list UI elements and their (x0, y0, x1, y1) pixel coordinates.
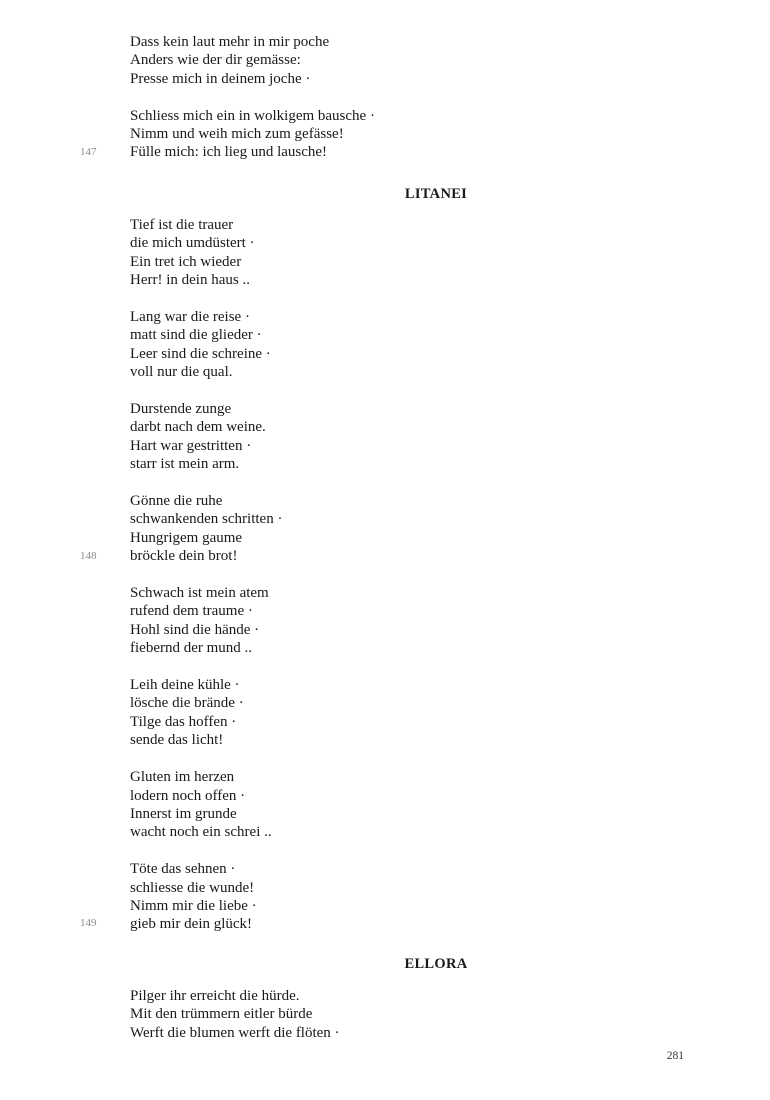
page-number: 281 (666, 1050, 684, 1062)
poem-title-ellora: ELLORA (404, 956, 468, 972)
verse-line: Nimm und weih mich zum gefässe! (130, 126, 344, 143)
verse-line: Töte das sehnen · (130, 861, 236, 878)
verse-line: Dass kein laut mehr in mir poche (130, 34, 330, 50)
verse-line: fiebernd der mund .. (130, 640, 253, 657)
verse-line: Mit den trümmern eitler bürde (130, 1006, 313, 1023)
verse-line: Ein tret ich wieder (130, 253, 242, 270)
verse-line: darbt nach dem weine. (130, 419, 266, 436)
verse-line: Tief ist die trauer (130, 217, 234, 233)
verse-line: Anders wie der dir gemässe: (130, 52, 301, 69)
verse-line: Gönne die ruhe (130, 493, 223, 510)
margin-number: 147 (80, 146, 97, 158)
verse-line: Tilge das hoffen · (130, 713, 237, 730)
poem-litanei (130, 216, 690, 934)
poem-title-litanei: LITANEI (404, 186, 468, 202)
verse-line: Hohl sind die hände · (130, 621, 260, 638)
verse-line: schwankenden schritten · (130, 511, 283, 528)
verse-line: Pilger ihr erreicht die hürde. (130, 988, 300, 1004)
verse-line: Lang war die reise · (130, 309, 250, 326)
verse-line: Werft die blumen werft die flöten · (130, 1024, 340, 1041)
margin-number: 149 (80, 917, 97, 929)
verse-line: Innerst im grunde (130, 805, 237, 822)
verse-line: Fülle mich: ich lieg und lausche! (130, 144, 328, 161)
verse-line: matt sind die glieder · (130, 327, 262, 344)
verse-line: voll nur die qual. (130, 364, 233, 381)
verse-line: rufend dem traume · (130, 603, 253, 620)
poem-ellora (130, 987, 690, 1042)
verse-line: schliesse die wunde! (130, 879, 255, 896)
margin-number: 148 (80, 550, 97, 562)
verse-line: die mich umdüstert · (130, 235, 255, 252)
verse-line: Herr! in dein haus .. (130, 272, 250, 289)
verse-line: wacht noch ein schrei .. (130, 824, 272, 841)
verse-line: Gluten im herzen (130, 769, 235, 786)
verse-line: bröckle dein brot! (130, 548, 238, 565)
verse-line: Presse mich in deinem joche · (130, 70, 311, 87)
verse-line: lodern noch offen · (130, 787, 246, 804)
verse-line: Leih deine kühle · (130, 677, 240, 694)
verse-line: sende das licht! (130, 732, 224, 749)
verse-line: Schwach ist mein atem (130, 585, 269, 602)
verse-line: Schliess mich ein in wolkigem bausche · (130, 107, 375, 124)
verse-line: Durstende zunge (130, 401, 232, 418)
verse-line: Hart war gestritten · (130, 437, 252, 454)
verse-line: Nimm mir die liebe · (130, 897, 257, 914)
verse-line: Leer sind die schreine · (130, 345, 271, 362)
verse-line: lösche die brände · (130, 695, 244, 712)
verse-line: gieb mir dein glück! (130, 916, 253, 933)
poem-continuation (130, 33, 690, 162)
verse-line: Hungrigem gaume (130, 529, 243, 546)
verse-line: starr ist mein arm. (130, 456, 240, 473)
